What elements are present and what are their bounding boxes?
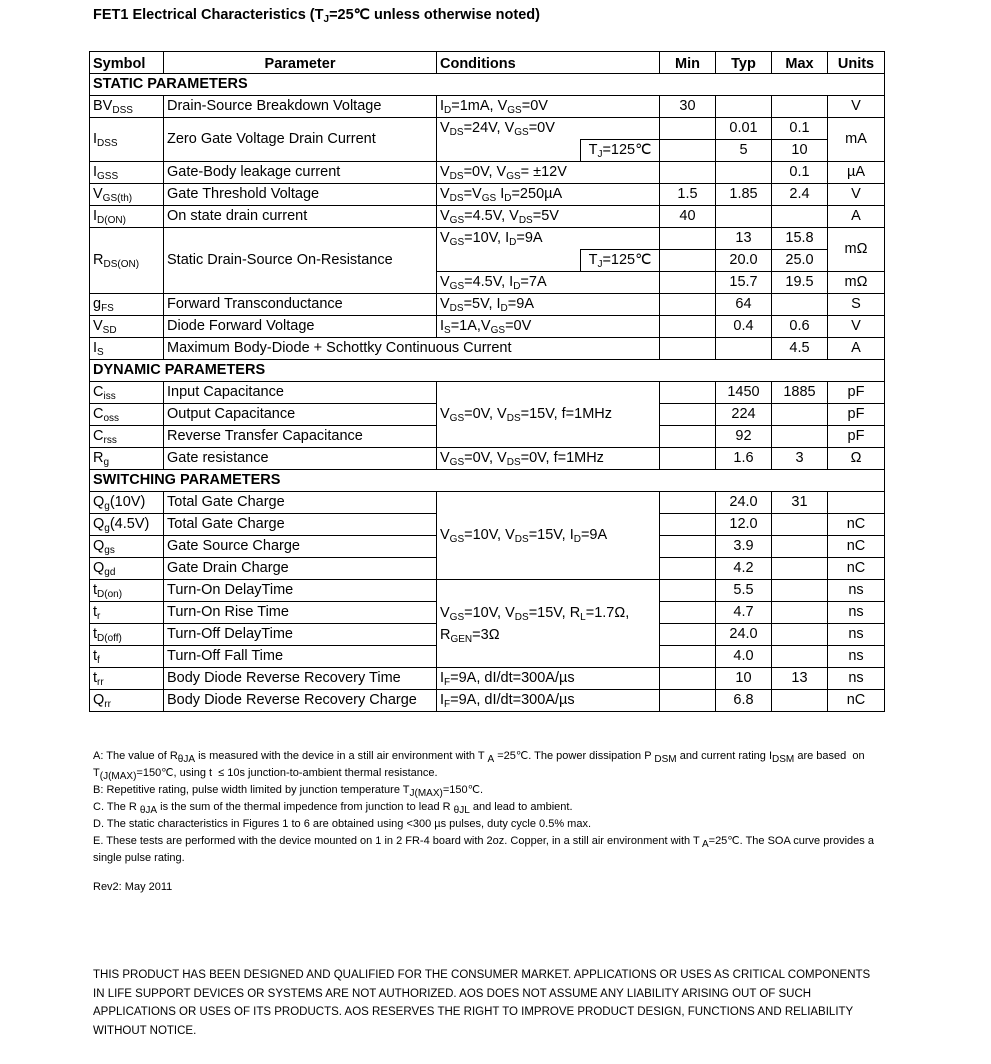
cond-gate-charge: $V_{GS}=10V$, $V_{DS}=15V$, $I_D=9A$ bbox=[437, 492, 660, 580]
cond-idss-tj: $T_J=125℃$ bbox=[581, 140, 660, 162]
param-gfs: Forward Transconductance bbox=[164, 294, 437, 316]
max-trr: 13 bbox=[772, 668, 828, 690]
table-row bbox=[90, 228, 885, 250]
typ-trr: 10 bbox=[716, 668, 772, 690]
cond-bvdss: $I_D=1mA$, $V_{GS}=0V$ bbox=[437, 96, 660, 118]
param-tdoff: Turn-Off DelayTime bbox=[164, 624, 437, 646]
max-rdson-125: 25.0 bbox=[772, 250, 828, 272]
units-vsd: V bbox=[828, 316, 885, 338]
units-tdon: ns bbox=[828, 580, 885, 602]
symbol-crss: $C_{rss}$ bbox=[90, 426, 164, 448]
max-ciss: 1885 bbox=[772, 382, 828, 404]
electrical-characteristics-table bbox=[89, 51, 885, 712]
units-gfs: S bbox=[828, 294, 885, 316]
max-rdson-45: 19.5 bbox=[772, 272, 828, 294]
note-e: E. These tests are performed with the device mounted on 1 in 2 FR-4 board with 2oz. Copper, in a still air environment with T $_A$=25℃. The SOA curve provides a single pulse rating. bbox=[93, 835, 874, 864]
table-row bbox=[90, 580, 885, 602]
cond-igss: $V_{DS}=0V$, $V_{GS}= \pm 12V$ bbox=[437, 162, 660, 184]
param-tr: Turn-On Rise Time bbox=[164, 602, 437, 624]
param-trr: Body Diode Reverse Recovery Time bbox=[164, 668, 437, 690]
max-rdson: 15.8 bbox=[772, 228, 828, 250]
units-idss: mA bbox=[828, 118, 885, 162]
typ-ciss: 1450 bbox=[716, 382, 772, 404]
units-qg45: nC bbox=[828, 514, 885, 536]
header-max: Max bbox=[772, 52, 828, 74]
symbol-trr: $t_{rr}$ bbox=[90, 668, 164, 690]
units-qgd: nC bbox=[828, 558, 885, 580]
param-qg45: Total Gate Charge bbox=[164, 514, 437, 536]
typ-qg10: 24.0 bbox=[716, 492, 772, 514]
units-tr: ns bbox=[828, 602, 885, 624]
typ-idss-125: 5 bbox=[716, 140, 772, 162]
symbol-vsd: $V_{SD}$ bbox=[90, 316, 164, 338]
max-igss: 0.1 bbox=[772, 162, 828, 184]
typ-tr: 4.7 bbox=[716, 602, 772, 624]
table-row bbox=[90, 206, 885, 228]
param-qg10: Total Gate Charge bbox=[164, 492, 437, 514]
param-bvdss: Drain-Source Breakdown Voltage bbox=[164, 96, 437, 118]
max-vsd: 0.6 bbox=[772, 316, 828, 338]
units-igss: µA bbox=[828, 162, 885, 184]
max-idss: 0.1 bbox=[772, 118, 828, 140]
symbol-qg10: $Q_g(10V)$ bbox=[90, 492, 164, 514]
table-row bbox=[90, 338, 885, 360]
cond-idon: $V_{GS}=4.5V$, $V_{DS}=5V$ bbox=[437, 206, 660, 228]
note-c: C. The R $_{\theta JA}$ is the sum of the thermal impedence from junction to lead R $_{\theta JL}$ and lead to ambient. bbox=[93, 801, 573, 816]
section-dynamic: DYNAMIC PARAMETERS bbox=[90, 360, 885, 382]
typ-qgd: 4.2 bbox=[716, 558, 772, 580]
typ-rg: 1.6 bbox=[716, 448, 772, 470]
typ-rdson: 13 bbox=[716, 228, 772, 250]
typ-tdon: 5.5 bbox=[716, 580, 772, 602]
param-idon: On state drain current bbox=[164, 206, 437, 228]
disclaimer: THIS PRODUCT HAS BEEN DESIGNED AND QUALIFIED FOR THE CONSUMER MARKET. APPLICATIONS OR USES AS CRITICAL COMPONENTS IN LIFE SUPPORT DEVICES OR SYSTEMS ARE NOT AUTHORIZED. AOS DOES NOT ASSUME ANY LIABILITY ARISING OUT OF SUCH APPLICATIONS OR USES OF ITS PRODUCTS. AOS RESERVES THE RIGHT TO IMPROVE PRODUCT DESIGN, FUNCTIONS AND RELIABILITY WITHOUT NOTICE. bbox=[93, 969, 871, 1037]
note-a: A: The value of $R_{\theta JA}$ is measured with the device in a still air environment with T $_A$ =25℃. The power dissipation P $_{DSM}$ and current rating $I_{DSM}$ are based on $T_{(J(MAX)}=150℃$, using t ≤ 10s junction-to-ambient thermal resistance. bbox=[93, 750, 865, 782]
symbol-idss: $I_{DSS}$ bbox=[90, 118, 164, 162]
min-bvdss: 30 bbox=[660, 96, 716, 118]
units-coss: pF bbox=[828, 404, 885, 426]
symbol-tr: $t_r$ bbox=[90, 602, 164, 624]
units-ciss: pF bbox=[828, 382, 885, 404]
max-idss-125: 10 bbox=[772, 140, 828, 162]
typ-vgsth: 1.85 bbox=[716, 184, 772, 206]
cond-gfs: $V_{DS}=5V$, $I_D=9A$ bbox=[437, 294, 660, 316]
param-ciss: Input Capacitance bbox=[164, 382, 437, 404]
min-idon: 40 bbox=[660, 206, 716, 228]
symbol-vgsth: $V_{GS(th)}$ bbox=[90, 184, 164, 206]
max-is: 4.5 bbox=[772, 338, 828, 360]
table-row bbox=[90, 492, 885, 514]
symbol-gfs: $g_{FS}$ bbox=[90, 294, 164, 316]
typ-tdoff: 24.0 bbox=[716, 624, 772, 646]
note-b: B: Repetitive rating, pulse width limited by junction temperature $T_{J(MAX)}=150℃$. bbox=[93, 784, 484, 799]
table-row bbox=[90, 294, 885, 316]
symbol-igss: $I_{GSS}$ bbox=[90, 162, 164, 184]
symbol-qgd: $Q_{gd}$ bbox=[90, 558, 164, 580]
footnotes bbox=[93, 748, 893, 867]
param-rdson: Static Drain-Source On-Resistance bbox=[164, 228, 437, 294]
units-crss: pF bbox=[828, 426, 885, 448]
param-idss: Zero Gate Voltage Drain Current bbox=[164, 118, 437, 162]
typ-rdson-45: 15.7 bbox=[716, 272, 772, 294]
section-switching: SWITCHING PARAMETERS bbox=[90, 470, 885, 492]
revision: Rev2: May 2011 bbox=[93, 881, 173, 893]
typ-tf: 4.0 bbox=[716, 646, 772, 668]
units-rdson-45: mΩ bbox=[828, 272, 885, 294]
symbol-is: $I_S$ bbox=[90, 338, 164, 360]
units-idon: A bbox=[828, 206, 885, 228]
symbol-qrr: $Q_{rr}$ bbox=[90, 690, 164, 712]
param-is: Maximum Body-Diode + Schottky Continuous Current bbox=[164, 338, 660, 360]
units-is: A bbox=[828, 338, 885, 360]
typ-qgs: 3.9 bbox=[716, 536, 772, 558]
param-crss: Reverse Transfer Capacitance bbox=[164, 426, 437, 448]
cond-switching: $V_{GS}=10V$, $V_{DS}=15V$, $R_L=1.7\Omega$, $R_{GEN}=3\Omega$ bbox=[437, 580, 660, 668]
header-parameter: Parameter bbox=[164, 52, 437, 74]
param-qgs: Gate Source Charge bbox=[164, 536, 437, 558]
symbol-rdson: $R_{DS(ON)}$ bbox=[90, 228, 164, 294]
note-e-text: E. These tests are performed with the device mounted on 1 in 2 FR-4 board with 2oz. Copper, in a still air environment with T bbox=[93, 835, 700, 847]
max-rg: 3 bbox=[772, 448, 828, 470]
max-qg10: 31 bbox=[772, 492, 828, 514]
units-qgs: nC bbox=[828, 536, 885, 558]
symbol-tdon: $t_{D(on)}$ bbox=[90, 580, 164, 602]
units-rdson: mΩ bbox=[828, 228, 885, 272]
symbol-qgs: $Q_{gs}$ bbox=[90, 536, 164, 558]
table-row bbox=[90, 690, 885, 712]
typ-gfs: 64 bbox=[716, 294, 772, 316]
cond-idss: $V_{DS}=24V$, $V_{GS}=0V$ bbox=[437, 118, 660, 140]
units-rg: Ω bbox=[828, 448, 885, 470]
header-units: Units bbox=[828, 52, 885, 74]
symbol-tdoff: $t_{D(off)}$ bbox=[90, 624, 164, 646]
symbol-coss: $C_{oss}$ bbox=[90, 404, 164, 426]
symbol-bvdss: $BV_{DSS}$ bbox=[90, 96, 164, 118]
units-tf: ns bbox=[828, 646, 885, 668]
cond-rdson-45: $V_{GS}=4.5V$, $I_D=7A$ bbox=[437, 272, 660, 294]
typ-crss: 92 bbox=[716, 426, 772, 448]
typ-qrr: 6.8 bbox=[716, 690, 772, 712]
cond-rg: $V_{GS}=0V$, $V_{DS}=0V$, f=1MHz bbox=[437, 448, 660, 470]
typ-idss: 0.01 bbox=[716, 118, 772, 140]
note-e-tail: =25℃. The SOA curve provides a single pulse rating. bbox=[93, 835, 874, 864]
table-row bbox=[90, 448, 885, 470]
page-title: FET1 Electrical Characteristics ($T_J=25℃$ unless otherwise noted) bbox=[93, 7, 540, 25]
param-tf: Turn-Off Fall Time bbox=[164, 646, 437, 668]
section-static: STATIC PARAMETERS bbox=[90, 74, 885, 96]
param-vgsth: Gate Threshold Voltage bbox=[164, 184, 437, 206]
cond-qrr: $I_F=9A$, dI/dt=300A/µs bbox=[437, 690, 660, 712]
max-vgsth: 2.4 bbox=[772, 184, 828, 206]
param-vsd: Diode Forward Voltage bbox=[164, 316, 437, 338]
cond-vsd: $I_S=1A,V_{GS}=0V$ bbox=[437, 316, 660, 338]
min-vgsth: 1.5 bbox=[660, 184, 716, 206]
cond-capacitance: $V_{GS}=0V$, $V_{DS}=15V$, f=1MHz bbox=[437, 382, 660, 448]
param-qrr: Body Diode Reverse Recovery Charge bbox=[164, 690, 437, 712]
symbol-idon: $I_{D(ON)}$ bbox=[90, 206, 164, 228]
header-min: Min bbox=[660, 52, 716, 74]
units-qrr: nC bbox=[828, 690, 885, 712]
param-rg: Gate resistance bbox=[164, 448, 437, 470]
typ-qg45: 12.0 bbox=[716, 514, 772, 536]
typ-rdson-125: 20.0 bbox=[716, 250, 772, 272]
table-header bbox=[90, 52, 885, 74]
param-coss: Output Capacitance bbox=[164, 404, 437, 426]
typ-coss: 224 bbox=[716, 404, 772, 426]
param-tdon: Turn-On DelayTime bbox=[164, 580, 437, 602]
header-symbol: Symbol bbox=[90, 52, 164, 74]
units-vgsth: V bbox=[828, 184, 885, 206]
table-row bbox=[90, 184, 885, 206]
symbol-ciss: $C_{iss}$ bbox=[90, 382, 164, 404]
table-row bbox=[90, 118, 885, 140]
header-typ: Typ bbox=[716, 52, 772, 74]
units-bvdss: V bbox=[828, 96, 885, 118]
table-row bbox=[90, 316, 885, 338]
typ-vsd: 0.4 bbox=[716, 316, 772, 338]
table-row bbox=[90, 162, 885, 184]
table-row bbox=[90, 96, 885, 118]
cond-rdson: $V_{GS}=10V$, $I_D=9A$ bbox=[437, 228, 660, 250]
cond-rdson-tj: $T_J=125℃$ bbox=[581, 250, 660, 272]
cond-trr: $I_F=9A$, dI/dt=300A/µs bbox=[437, 668, 660, 690]
symbol-qg45: $Q_g(4.5V)$ bbox=[90, 514, 164, 536]
note-d: D. The static characteristics in Figures 1 to 6 are obtained using <300 µs pulses, duty cycle 0.5% max. bbox=[93, 818, 592, 830]
units-trr: ns bbox=[828, 668, 885, 690]
param-qgd: Gate Drain Charge bbox=[164, 558, 437, 580]
table-row bbox=[90, 668, 885, 690]
symbol-rg: $R_g$ bbox=[90, 448, 164, 470]
symbol-tf: $t_f$ bbox=[90, 646, 164, 668]
cond-vgsth: $V_{DS}=V_{GS}$ $I_D=250\mu A$ bbox=[437, 184, 660, 206]
header-conditions: Conditions bbox=[437, 52, 660, 74]
units-tdoff: ns bbox=[828, 624, 885, 646]
param-igss: Gate-Body leakage current bbox=[164, 162, 437, 184]
table-row bbox=[90, 382, 885, 404]
